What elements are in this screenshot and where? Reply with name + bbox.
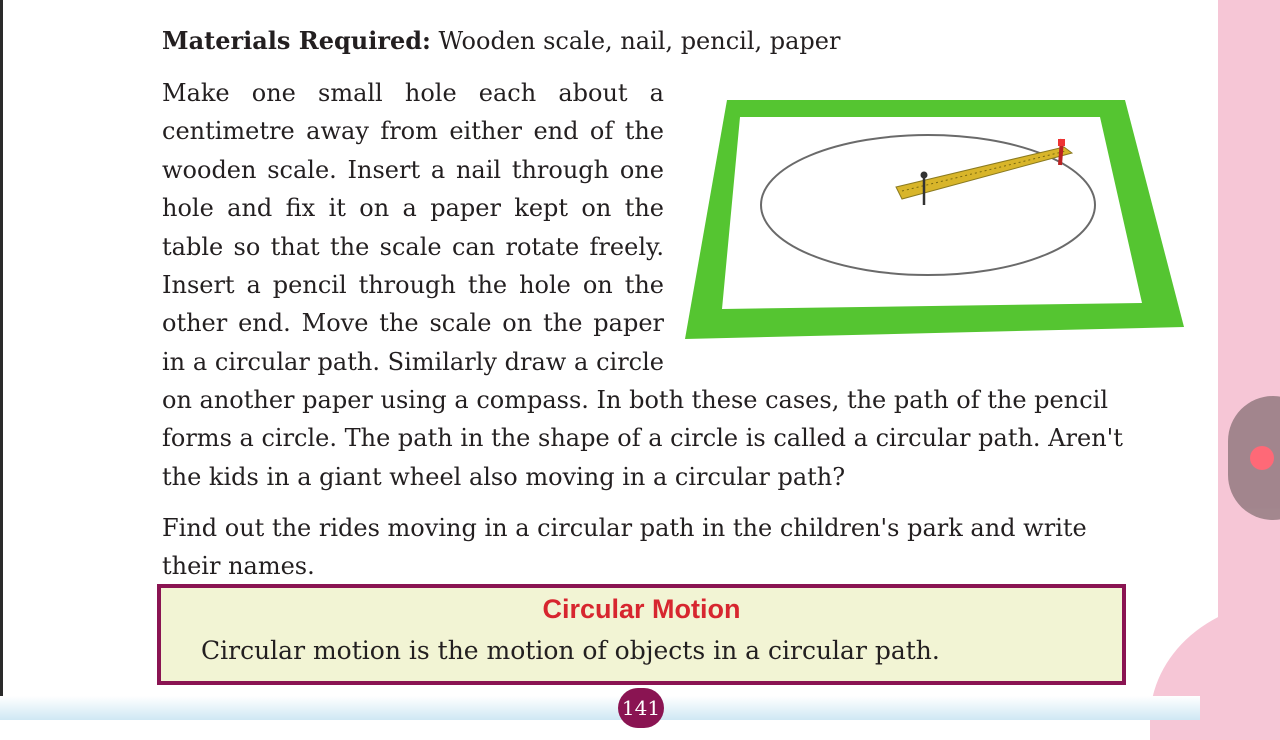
paragraph-line: their names. xyxy=(162,552,315,581)
paragraph-line: hole and fix it on a paper kept on the xyxy=(162,194,664,223)
materials-label: Materials Required: xyxy=(162,26,431,55)
definition-box xyxy=(157,584,1126,685)
materials-required xyxy=(162,24,840,58)
scale-circle-illustration xyxy=(680,95,1190,345)
paragraph-line: in a circular path. Similarly draw a circle xyxy=(162,347,664,376)
paragraph-line: wooden scale. Insert a nail through one xyxy=(162,155,664,184)
paragraph-line: Insert a pencil through the hole on the xyxy=(162,271,664,300)
definition-title: Circular Motion xyxy=(542,594,741,624)
paragraph-line: Make one small hole each about a xyxy=(162,79,664,107)
page-bottom-band xyxy=(0,696,1200,720)
materials-items: Wooden scale, nail, pencil, paper xyxy=(430,27,841,55)
paragraph-line: table so that the scale can rotate freely. xyxy=(162,232,664,261)
page-number: 141 xyxy=(618,688,664,728)
pencil-top xyxy=(1058,139,1065,146)
record-dot-icon xyxy=(1250,446,1274,470)
activity-paragraph-continued xyxy=(162,381,1124,496)
task-paragraph xyxy=(162,509,1124,586)
paragraph-line: centimetre away from either end of the xyxy=(162,117,664,146)
floating-side-button[interactable] xyxy=(1228,396,1280,520)
paragraph-line: forms a circle. The path in the shape of a circle is called a circular path. Aren't xyxy=(162,424,1123,453)
nail-head xyxy=(921,172,928,179)
page-left-edge xyxy=(0,0,3,720)
paragraph-line: other end. Move the scale on the paper xyxy=(162,309,664,338)
activity-paragraph xyxy=(162,74,664,381)
definition-text: Circular motion is the motion of objects in a circular path. xyxy=(201,636,940,665)
paragraph-line: on another paper using a compass. In both these cases, the path of the pencil xyxy=(162,386,1108,414)
paragraph-line: Find out the rides moving in a circular path in the children's park and write xyxy=(162,514,1087,542)
paragraph-line: the kids in a giant wheel also moving in a circular path? xyxy=(162,462,846,491)
paper-sheet xyxy=(722,117,1142,309)
